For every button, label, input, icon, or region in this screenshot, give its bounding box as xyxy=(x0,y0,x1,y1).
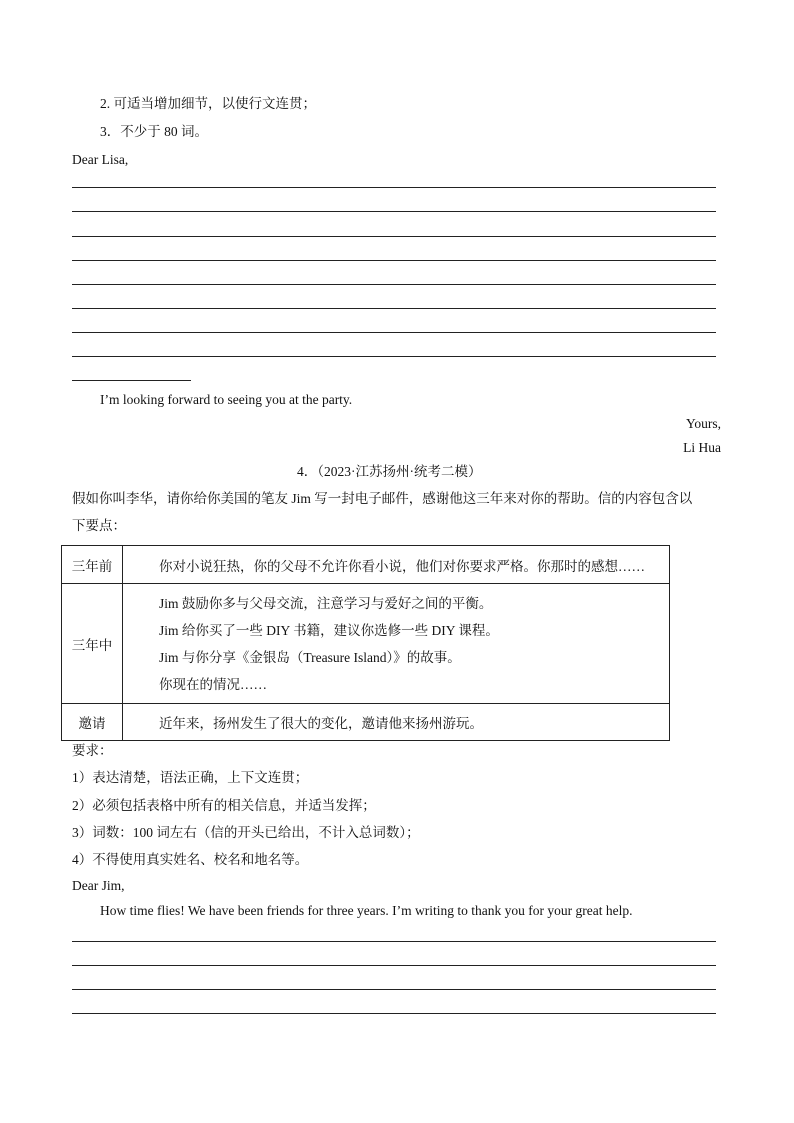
writing-line xyxy=(72,1013,716,1014)
table-row xyxy=(62,704,670,741)
key-points-table xyxy=(61,545,670,741)
row-label-during: 三年中 xyxy=(62,584,123,704)
during-point-3: Jim 与你分享《金银岛（Treasure Island）》的故事。 xyxy=(159,649,461,665)
requirement-3: 3）词数：100 词左右（信的开头已给出，不计入总词数）； xyxy=(72,825,420,840)
writing-line xyxy=(72,941,716,942)
requirement-2: 2）必须包括表格中所有的相关信息，并适当发挥； xyxy=(72,798,376,813)
row-label-before: 三年前 xyxy=(62,546,123,584)
letter1-greeting: Dear Lisa, xyxy=(72,152,129,167)
question4-prompt-line2: 下要点： xyxy=(72,518,126,533)
row-label-invitation: 邀请 xyxy=(62,704,123,741)
requirements-title: 要求： xyxy=(72,743,113,758)
row-content-before: 你对小说狂热，你的父母不允许你看小说，他们对你要求严格。你那时的感想…… xyxy=(123,546,670,584)
letter1-closing-sentence: I’m looking forward to seeing you at the party. xyxy=(100,392,353,407)
requirement-item-3: 3．不少于 80 词。 xyxy=(100,124,208,139)
during-point-1: Jim 鼓励你多与父母交流，注意学习与爱好之间的平衡。 xyxy=(159,595,493,611)
writing-line xyxy=(72,236,716,237)
writing-line xyxy=(72,989,716,990)
writing-line xyxy=(72,965,716,966)
requirement-item-2: 2. 可适当增加细节，以使行文连贯； xyxy=(100,96,316,111)
letter2-opening: How time flies! We have been friends for three years. I’m writing to thank you for your great help. xyxy=(100,903,633,918)
writing-line xyxy=(72,308,716,309)
table-row xyxy=(62,546,670,584)
letter1-signature: Li Hua xyxy=(683,440,721,455)
writing-line-short xyxy=(72,380,191,381)
letter2-greeting: Dear Jim, xyxy=(72,878,125,893)
writing-line xyxy=(72,211,716,212)
during-point-4: 你现在的情况…… xyxy=(159,676,267,692)
row-content-invitation: 近年来，扬州发生了很大的变化，邀请他来扬州游玩。 xyxy=(123,704,670,741)
writing-line xyxy=(72,284,716,285)
requirement-4: 4）不得使用真实姓名、校名和地名等。 xyxy=(72,852,309,867)
during-point-2: Jim 给你买了一些 DIY 书籍，建议你选修一些 DIY 课程。 xyxy=(159,622,499,638)
row-content-during xyxy=(123,584,670,704)
writing-line xyxy=(72,356,716,357)
requirement-1: 1）表达清楚，语法正确，上下文连贯； xyxy=(72,770,309,785)
table-row xyxy=(62,584,670,704)
writing-line xyxy=(72,187,716,188)
letter1-sign-off: Yours, xyxy=(685,416,721,431)
question4-prompt-line1: 假如你叫李华，请你给你美国的笔友 Jim 写一封电子邮件，感谢他这三年来对你的帮助。信的内容包含以 xyxy=(72,491,693,506)
writing-line xyxy=(72,260,716,261)
question4-heading: 4．（2023·江苏扬州·统考二模） xyxy=(297,464,482,479)
writing-line xyxy=(72,332,716,333)
